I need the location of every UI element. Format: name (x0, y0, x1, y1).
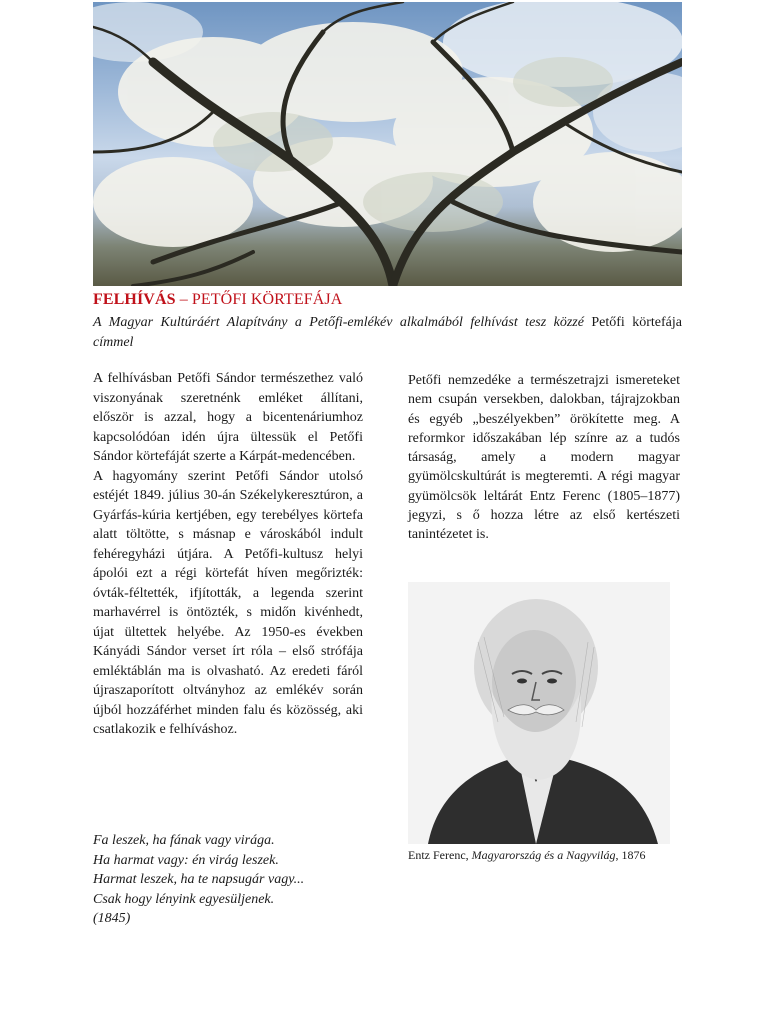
left-paragraph-2: A hagyomány szerint Petőfi Sándor utolsó estéjét 1849. július 30-án Székelykeresztúron, a Gyárfás-kúria kertjében, egy terebélyes körtefa alatt töltötte, s másnap e városkából indult fehéregyházi útjára. A Petőfi-kultusz helyi ápolói ezt a régi körtefát híven megőrizték: óvták-féltették, ifjították, a legenda szerint marhavérrel is öntözték, s midőn kivénhedt, újat ültettek helyébe. Az 1950-es években Kányádi Sándor verset írt róla – első strófája emléktáblán ma is olvasható. Az eredeti fáról újraszaporított oltványhoz az emlékév során újból hozzáférhet minden falu és közösség, aki csatlakozik e felhíváshoz. (93, 468, 363, 737)
subtitle-italic-end: címmel (93, 335, 134, 350)
title-subject: PETŐFI KÖRTEFÁJA (191, 291, 343, 308)
portrait-caption (408, 848, 698, 863)
left-paragraph-1: A felhívásban Petőfi Sándor természethez való viszonyának szeretnénk emléket állítani, először is azzal, hogy a bicentenáriumhoz kapcsolódóan idén újra ültessük el Petőfi Sándor körtefáját szerte a Kárpát-medencében. (93, 371, 363, 464)
right-paragraph-1: Petőfi nemzedéke a természetrajzi ismereteket nem csupán versekben, dalokban, tájrajzokban és egyéb „beszélyekben” örökítette meg. A reformkor időszakában lép színre az a tudós társaság, amely a modern magyar gyümölcskultúrát is megteremti. A régi magyar gyümölcsök leltárát Entz Ferenc (1805–1877) jegyzi, s ő hozza létre az első kertészeti tanintézetet is. (408, 373, 680, 543)
title-main: FELHÍVÁS (93, 291, 176, 308)
poem-year: (1845) (93, 911, 131, 927)
poem-quote (93, 831, 373, 929)
portrait-engraving (408, 582, 670, 844)
page-subtitle (93, 313, 682, 353)
left-column (93, 369, 363, 740)
title-dash: – (175, 291, 192, 308)
poem-line: Ha harmat vagy: én virág leszek. (93, 852, 279, 868)
portrait-illustration (408, 582, 670, 844)
header-tree-photo (93, 2, 682, 286)
poem-line: Fa leszek, ha fának vagy virága. (93, 833, 275, 848)
caption-year: , 1876 (615, 848, 646, 862)
page-title (93, 291, 682, 309)
caption-source: Magyarország és a Nagyvilág (471, 848, 616, 862)
tree-canopy-illustration (93, 2, 682, 286)
subtitle-italic: A Magyar Kultúráért Alapítvány a Petőfi-emlékév alkalmából felhívást tesz közzé (93, 315, 584, 330)
poem-line: Harmat leszek, ha te napsugár vagy... (93, 872, 305, 888)
caption-name: Entz Ferenc, (408, 848, 472, 862)
subtitle-normal: Petőfi körtefája (583, 315, 683, 330)
right-column (408, 371, 680, 545)
poem-line: Csak hogy lényink egyesüljenek. (93, 891, 275, 907)
